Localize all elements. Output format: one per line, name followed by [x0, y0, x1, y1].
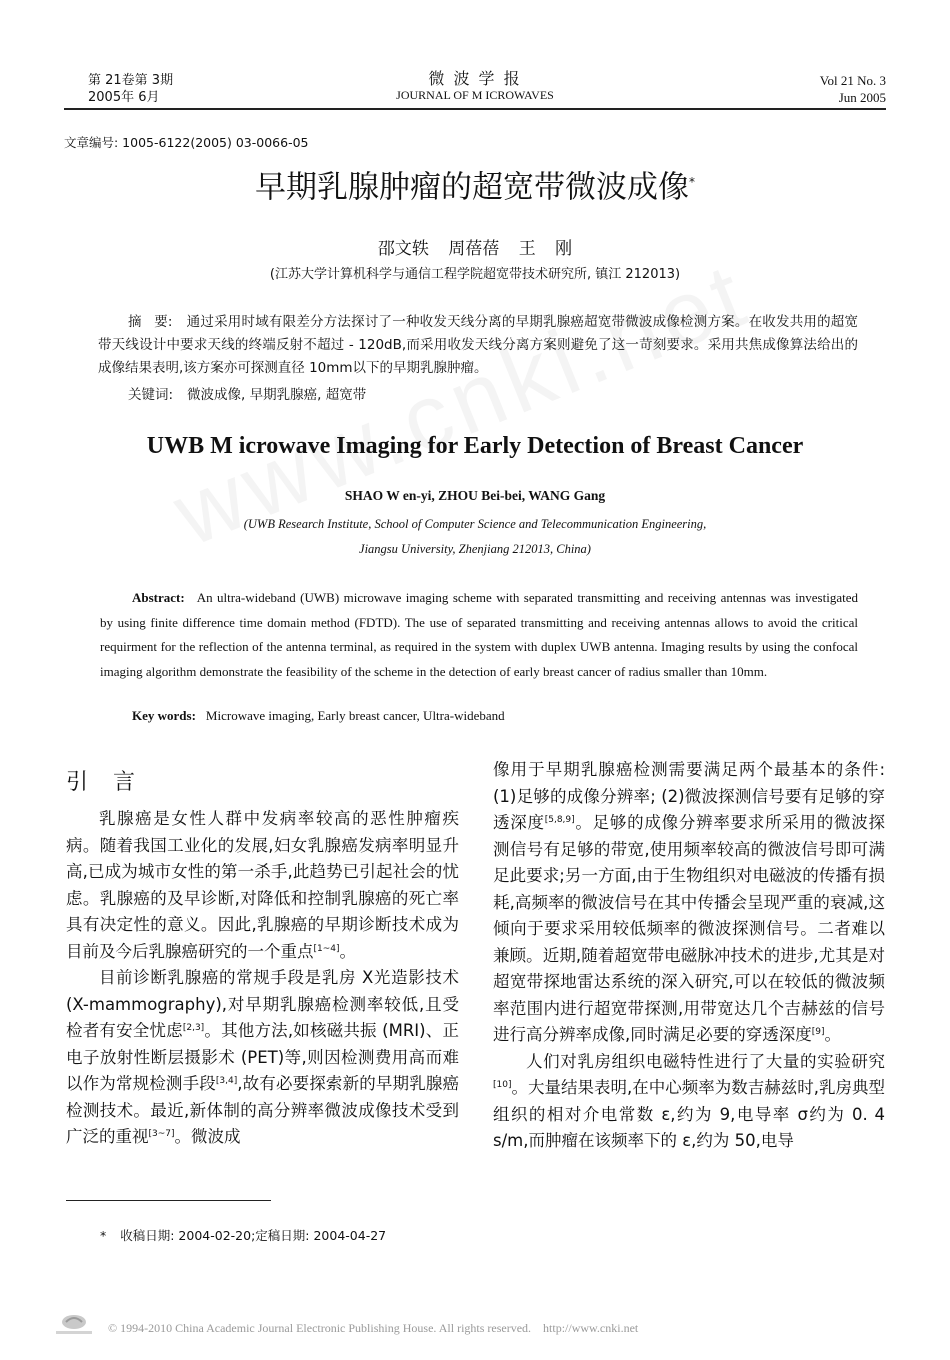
affiliation-en: [0, 512, 950, 562]
header-center: [300, 70, 650, 104]
citation: [3,4]: [215, 1076, 238, 1086]
footnote-rule: [66, 1200, 271, 1201]
abstract-en: [100, 586, 858, 684]
publish-date-en: Jun 2005: [838, 90, 886, 105]
keywords-cn-text: 微波成像, 早期乳腺癌, 超宽带: [187, 387, 367, 403]
keywords-en-label: Key words:: [132, 708, 196, 723]
journal-name-en: JOURNAL OF M ICROWAVES: [396, 88, 554, 102]
left-p1-text-b: 。: [339, 941, 357, 961]
left-paragraph-1: [66, 806, 459, 965]
citation: [10]: [493, 1080, 512, 1090]
left-p2-text-d: 。微波成: [174, 1127, 241, 1146]
keywords-cn-label: 关键词:: [128, 387, 174, 403]
copyright-footer: © 1994-2010 China Academic Journal Electronic Publishing House. All rights reserved. http://www.cnki.net: [108, 1321, 639, 1335]
left-paragraph-2: [66, 965, 459, 1151]
right-paragraph-1: [493, 757, 885, 1049]
left-p1-text-a: 乳腺癌是女性人群中发病率较高的恶性肿瘤疾病。随着我国工业化的发展,妇女乳腺癌发病率明显升高,已成为城市女性的第一杀手,此趋势已引起社会的忧虑。乳腺癌的及早诊断,对降低和控制乳腺癌的死亡率具有决定性的意义。因此,乳腺癌的早期诊断技术成为目前及今后乳腺癌研究的一个重点: [66, 809, 459, 961]
keywords-en-text: Microwave imaging, Early breast cancer, Ultra-wideband: [205, 708, 505, 723]
header-rule: [64, 108, 886, 110]
abstract-cn-label: 摘 要:: [128, 314, 173, 330]
journal-name-cn: 微 波 学 报: [428, 69, 522, 88]
article-number: 文章编号: 1005-6122(2005) 03-0066-05: [64, 135, 309, 150]
affiliation-en-line2: Jiangsu University, Zhenjiang 212013, China): [359, 542, 591, 556]
abstract-cn-text: 通过采用时域有限差分方法探讨了一种收发天线分离的早期乳腺癌超宽带微波成像检测方案。在收发共用的超宽带天线设计中要求天线的终端反射不超过 - 120dB,而采用收发天线分离方案则避免了这一苛刻要求。采用共焦成像算法给出的成像结果表明,该方案亦可探测直径 10mm以下的早期乳腺肿瘤。: [98, 314, 859, 376]
right-paragraph-2: [493, 1049, 885, 1155]
citation: [5,8,9]: [544, 815, 575, 825]
volume-issue-en: Vol 21 No. 3: [819, 73, 886, 88]
keywords-en: [132, 708, 505, 724]
left-column: [66, 806, 459, 1151]
citation: [3~7]: [148, 1129, 175, 1139]
cnki-logo-icon: [52, 1312, 96, 1338]
right-p2-text-a: 人们对乳房组织电磁特性进行了大量的实验研究: [526, 1051, 885, 1071]
right-p1-text-a: 像用于早期乳腺癌检测需要满足两个最基本的条件: (1)足够的成像分辨率; (2)微波探测信号要有足够的穿透深度: [493, 760, 885, 832]
footnote-mark: *: [100, 1228, 107, 1243]
publish-date: 2005年 6月: [88, 90, 160, 105]
affiliation-en-line1: (UWB Research Institute, School of Computer Science and Telecommunication Engineering,: [243, 517, 707, 531]
citation: [1~4]: [313, 943, 340, 954]
citation: [2,3]: [182, 1023, 205, 1033]
right-p1-text-b: 。足够的成像分辨率要求所采用的微波探测信号有足够的带宽,使用频率较高的微波信号即可满足此要求;另一方面,由于生物组织对电磁波的传播有损耗,高频率的微波信号在其中传播会呈现严重的衰减,这倾向于要求采用较低频率的微波探测信号。二者难以兼顾。近期,随着超宽带电磁脉冲技术的进步,尤其是对超宽带探地雷达系统的深入研究,可以在较低的微波频率范围内进行超宽带探测,用带宽达几个吉赫兹的信号进行高分辨率成像,同时满足必要的穿透深度: [493, 813, 886, 1044]
page-title: [0, 160, 950, 209]
authors-cn: 邵文轶 周蓓蓓 王 刚: [377, 239, 573, 259]
footnote-text: 收稿日期: 2004-02-20;定稿日期: 2004-04-27: [120, 1228, 387, 1243]
citation: [9]: [811, 1027, 825, 1037]
title-en: UWB M icrowave Imaging for Early Detection of Breast Cancer: [146, 433, 804, 459]
left-p2-text-a: 目前诊断乳腺癌的常规手段是乳房 X光造影技术 (X-mammography),对早期乳腺癌检测率较低,且受检者有安全忧虑: [66, 968, 459, 1040]
header-left: [88, 72, 173, 106]
volume-issue: 第 21卷第 3期: [88, 73, 174, 88]
right-p2-text-b: 。大量结果表明,在中心频率为数吉赫兹时,乳房典型组织的相对介电常数 ε,约为 9,电导率 σ约为 0. 4 s/m,而肿瘤在该频率下的 ε,约为 50,电导: [493, 1078, 885, 1150]
abstract-cn: [98, 311, 858, 380]
header-right: [820, 72, 886, 106]
abstract-en-text: An ultra-wideband (UWB) microwave imaging scheme with separated transmitting and receiving antennas was investigated by using finite difference time domain method (FDTD). The use of separated transmitting and receiving antennas allows to avoid the critical requirment for the reflection of the antenna terminal, as required in the system with duplex UWB antenna. Imaging results by using the confocal imaging algorithm demonstrate the feasibility of the scheme in the detection of early breast cancer of radius smaller than 10mm.: [100, 590, 858, 679]
abstract-en-label: Abstract:: [132, 590, 185, 605]
right-column: [493, 757, 885, 1155]
left-p2-text-c: ,故有必要探索新的早期乳腺癌检测技术。最近,新体制的高分辨率微波成像技术受到广泛的重视: [66, 1074, 460, 1146]
footnote: [100, 1226, 386, 1244]
right-p1-text-c: 。: [824, 1025, 841, 1044]
left-p2-text-b: 。其他方法,如核磁共振 (MRI)、正电子放射性断层摄影术 (PET)等,则因检测费用高而难以作为常规检测手段: [66, 1021, 459, 1093]
keywords-cn: [128, 383, 366, 403]
title-footnote-mark: *: [689, 175, 695, 189]
title-text: 早期乳腺肿瘤的超宽带微波成像: [255, 169, 689, 206]
section-heading: 引 言: [66, 770, 135, 795]
authors-en: SHAO W en-yi, ZHOU Bei-bei, WANG Gang: [344, 488, 606, 503]
affiliation-cn: (江苏大学计算机科学与通信工程学院超宽带技术研究所, 镇江 212013): [269, 267, 681, 282]
